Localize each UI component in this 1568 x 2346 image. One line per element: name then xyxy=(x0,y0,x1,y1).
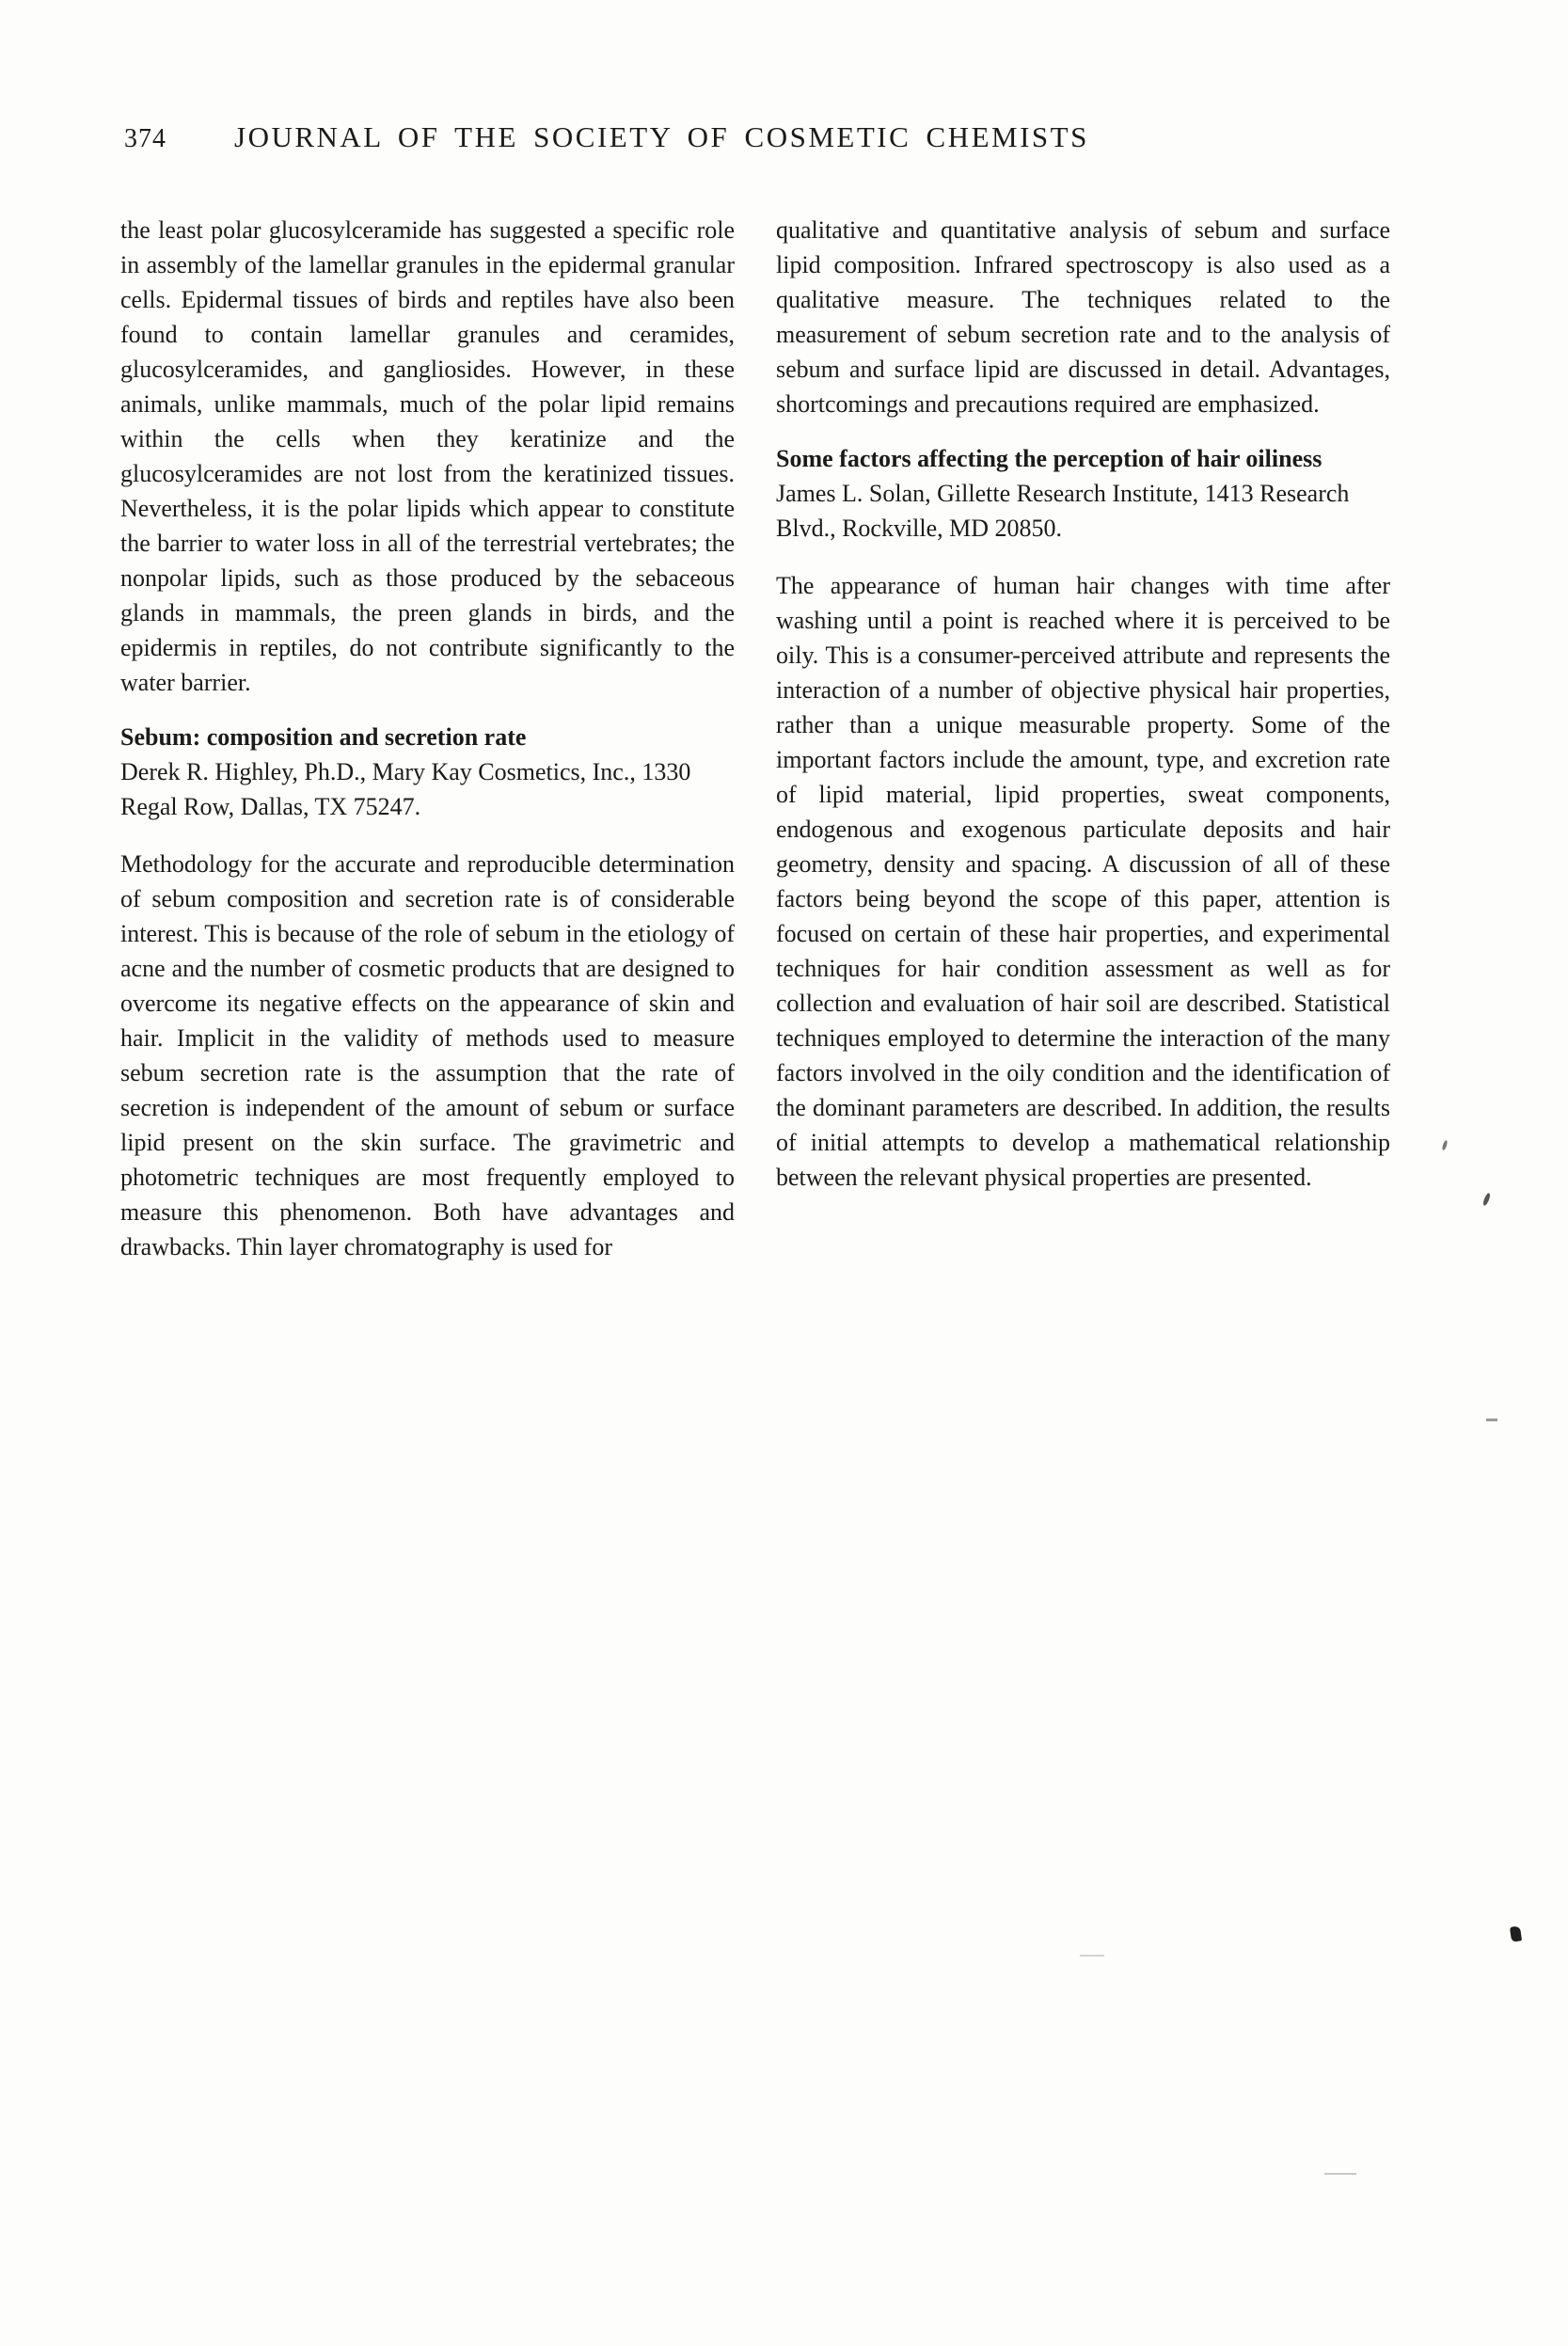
abstract-title-hair-oiliness: Some factors affecting the perception of hair oiliness xyxy=(776,445,1323,472)
page-number: 374 xyxy=(124,124,166,153)
scan-artifact xyxy=(1080,1955,1104,1957)
scan-artifact xyxy=(1324,2173,1356,2175)
right-column xyxy=(776,213,1390,1285)
sebum-continuation-paragraph: qualitative and quantitative analysis of sebum and surface lipid composition. Infrared spectroscopy is also used as a qualitative measure. The techniques related to the measurement of sebum secretion rate and to the analysis of sebum and surface lipid are discussed in detail. Advantages, shortcomings and precautions required are emphasized. xyxy=(776,216,1390,418)
page-header xyxy=(124,120,1446,154)
abstract-title-sebum: Sebum: composition and secretion rate xyxy=(120,723,527,751)
continuation-paragraph: the least polar glucosylceramide has suggested a specific role in assembly of the lamellar granules in the epidermal granular cells. Epidermal tissues of birds and reptiles have also been found to contain lamellar granules and ceramides, glucosylceramides, and gangliosides. However, in these animals, unlike mammals, much of the polar lipid remains within the cells when they keratinize and the glucosylceramides are not lost from the keratinized tissues. Nevertheless, it is the polar lipids which appear to constitute the barrier to water loss in all of the terrestrial vertebrates; the nonpolar lipids, such as those produced by the sebaceous glands in mammals, the preen glands in birds, and the epidermis in reptiles, do not contribute significantly to the water barrier. xyxy=(120,216,735,696)
scan-artifact xyxy=(1486,1419,1497,1421)
article-body xyxy=(120,213,1446,1285)
scan-artifact xyxy=(1510,1926,1522,1942)
left-column xyxy=(120,213,735,1285)
scan-artifact xyxy=(1482,1193,1491,1207)
abstract-authors-hair-oiliness: James L. Solan, Gillette Research Institute, 1413 Research Blvd., Rockville, MD 20850. xyxy=(776,480,1350,542)
journal-title: JOURNAL OF THE SOCIETY OF COSMETIC CHEMISTS xyxy=(234,120,1089,153)
abstract-authors-sebum: Derek R. Highley, Ph.D., Mary Kay Cosmetics, Inc., 1330 Regal Row, Dallas, TX 75247. xyxy=(120,758,691,820)
abstract-body-hair-oiliness: The appearance of human hair changes with time after washing until a point is reached where it is perceived to be oily. This is a consumer-perceived attribute and represents the interaction of a number of objective physical hair properties, rather than a unique measurable property. Some of the important factors include the amount, type, and excretion rate of lipid material, lipid properties, sweat components, endogenous and exogenous particulate deposits and hair geometry, density and spacing. A discussion of all of these factors being beyond the scope of this paper, attention is focused on certain of these hair properties, and experimental techniques for hair condition assessment as well as for collection and evaluation of hair soil are described. Statistical techniques employed to determine the interaction of the many factors involved in the oily condition and the identification of the dominant parameters are described. In addition, the results of initial attempts to develop a mathematical relationship between the relevant physical properties are presented. xyxy=(776,572,1390,1191)
abstract-body-sebum: Methodology for the accurate and reproducible determination of sebum composition and secretion rate is of considerable interest. This is because of the role of sebum in the etiology of acne and the number of cosmetic products that are designed to overcome its negative effects on the appearance of skin and hair. Implicit in the validity of methods used to measure sebum secretion rate is the assumption that the rate of secretion is independent of the amount of sebum or surface lipid present on the skin surface. The gravimetric and photometric techniques are most frequently employed to measure this phenomenon. Both have advantages and drawbacks. Thin layer chromatography is used for xyxy=(120,850,735,1260)
